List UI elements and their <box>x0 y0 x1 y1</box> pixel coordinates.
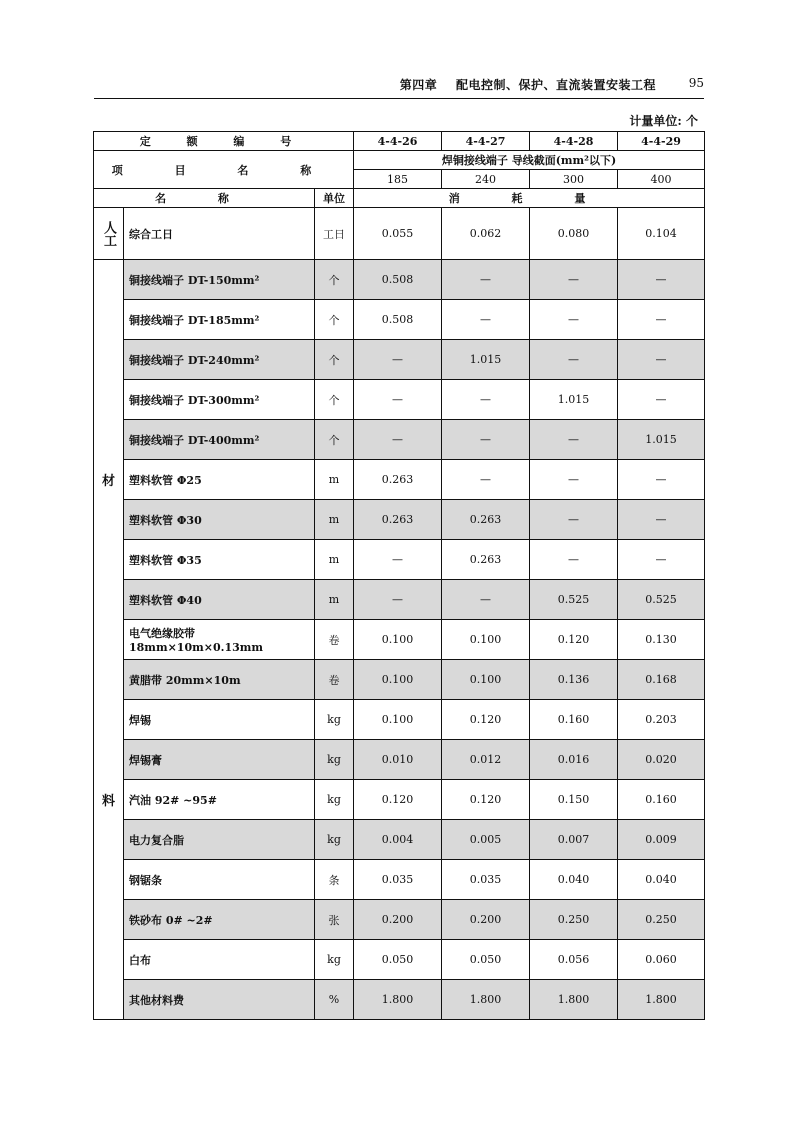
item-value: — <box>442 260 530 300</box>
header-section-title: 配电控制、保护、直流装置安装工程 <box>455 78 656 92</box>
item-name-label: 项 目 名 称 <box>94 151 354 189</box>
materials-category-top: 材 <box>101 474 115 489</box>
item-value: 0.100 <box>354 700 442 740</box>
item-value: 0.100 <box>354 660 442 700</box>
item-value: — <box>354 580 442 620</box>
item-value: 0.250 <box>618 900 705 940</box>
material-row <box>94 820 705 860</box>
item-value: 0.136 <box>530 660 618 700</box>
item-value: 1.800 <box>618 980 705 1020</box>
quota-code: 4-4-29 <box>618 132 705 151</box>
column-header-row <box>94 189 705 208</box>
item-value: 0.160 <box>618 780 705 820</box>
item-unit: 个 <box>315 260 354 300</box>
item-unit: kg <box>315 820 354 860</box>
item-value: — <box>530 540 618 580</box>
materials-category <box>94 260 124 1020</box>
quota-code: 4-4-27 <box>442 132 530 151</box>
item-value: — <box>354 420 442 460</box>
item-value: — <box>442 380 530 420</box>
item-name: 铜接线端子 DT-300mm² <box>124 380 315 420</box>
header-title <box>400 76 656 93</box>
item-value: — <box>442 300 530 340</box>
material-row <box>94 460 705 500</box>
item-unit: 个 <box>315 380 354 420</box>
item-value: — <box>618 500 705 540</box>
name-column-header: 名 称 <box>94 189 315 208</box>
item-value: 1.015 <box>442 340 530 380</box>
item-value: 0.250 <box>530 900 618 940</box>
item-unit: 张 <box>315 900 354 940</box>
item-value: 0.010 <box>354 740 442 780</box>
item-name: 焊锡膏 <box>124 740 315 780</box>
item-unit: 个 <box>315 300 354 340</box>
item-name: 黄腊带 20mm×10m <box>124 660 315 700</box>
item-value: 0.263 <box>354 460 442 500</box>
item-unit: m <box>315 460 354 500</box>
material-row <box>94 420 705 460</box>
section-size: 185 <box>354 170 442 189</box>
item-value: 0.007 <box>530 820 618 860</box>
item-name: 铜接线端子 DT-150mm² <box>124 260 315 300</box>
quota-code-row <box>94 132 705 151</box>
material-row <box>94 260 705 300</box>
item-unit: kg <box>315 740 354 780</box>
header-chapter: 第四章 <box>399 78 438 92</box>
item-name: 汽油 92# ~95# <box>124 780 315 820</box>
item-value: 0.120 <box>354 780 442 820</box>
item-value: 0.062 <box>442 208 530 260</box>
item-value: — <box>530 260 618 300</box>
material-row <box>94 700 705 740</box>
material-row <box>94 300 705 340</box>
item-value: 0.080 <box>530 208 618 260</box>
section-size: 300 <box>530 170 618 189</box>
item-value: 1.800 <box>354 980 442 1020</box>
page-header <box>94 70 704 99</box>
item-value: — <box>354 540 442 580</box>
item-value: — <box>354 380 442 420</box>
material-row <box>94 500 705 540</box>
item-name: 综合工日 <box>124 208 315 260</box>
item-value: 0.100 <box>442 620 530 660</box>
item-unit: 工日 <box>315 208 354 260</box>
item-value: — <box>530 300 618 340</box>
item-value: 0.120 <box>530 620 618 660</box>
item-unit: kg <box>315 940 354 980</box>
item-value: 0.120 <box>442 700 530 740</box>
material-row <box>94 340 705 380</box>
item-value: 0.050 <box>442 940 530 980</box>
item-value: — <box>618 380 705 420</box>
item-value: 0.263 <box>354 500 442 540</box>
materials-category-bottom: 料 <box>101 794 115 809</box>
item-name: 白布 <box>124 940 315 980</box>
material-row <box>94 980 705 1020</box>
item-name: 电力复合脂 <box>124 820 315 860</box>
item-name: 塑料软管 Φ40 <box>124 580 315 620</box>
item-name: 塑料软管 Φ30 <box>124 500 315 540</box>
item-name: 铜接线端子 DT-400mm² <box>124 420 315 460</box>
material-row <box>94 900 705 940</box>
item-value: 0.263 <box>442 540 530 580</box>
item-value: 1.800 <box>530 980 618 1020</box>
item-name: 铁砂布 0# ~2# <box>124 900 315 940</box>
item-name: 焊锡 <box>124 700 315 740</box>
item-value: 0.160 <box>530 700 618 740</box>
item-value: 0.040 <box>530 860 618 900</box>
item-group-row <box>94 151 705 170</box>
item-value: 0.056 <box>530 940 618 980</box>
quota-code: 4-4-26 <box>354 132 442 151</box>
item-value: 0.150 <box>530 780 618 820</box>
item-value: — <box>618 300 705 340</box>
item-value: 1.015 <box>530 380 618 420</box>
item-value: 0.120 <box>442 780 530 820</box>
item-value: 0.016 <box>530 740 618 780</box>
item-group-title: 焊铜接线端子 导线截面(mm²以下) <box>354 151 705 170</box>
quota-code-label: 定 额 编 号 <box>94 132 354 151</box>
item-value: — <box>618 540 705 580</box>
material-row <box>94 940 705 980</box>
material-row <box>94 860 705 900</box>
item-value: 0.525 <box>530 580 618 620</box>
item-unit: m <box>315 540 354 580</box>
material-row <box>94 580 705 620</box>
section-size: 400 <box>618 170 705 189</box>
unit-column-header: 单位 <box>315 189 354 208</box>
item-value: — <box>530 500 618 540</box>
item-value: — <box>530 420 618 460</box>
item-unit: kg <box>315 780 354 820</box>
item-value: 0.009 <box>618 820 705 860</box>
item-value: 0.263 <box>442 500 530 540</box>
item-value: — <box>354 340 442 380</box>
item-value: 0.040 <box>618 860 705 900</box>
consumption-column-header: 消 耗 量 <box>354 189 705 208</box>
page-number: 95 <box>688 76 704 90</box>
item-value: 0.060 <box>618 940 705 980</box>
labor-category: 人工 <box>94 208 124 260</box>
item-value: 0.035 <box>354 860 442 900</box>
item-value: — <box>618 260 705 300</box>
item-value: 0.130 <box>618 620 705 660</box>
item-value: 0.100 <box>442 660 530 700</box>
item-value: — <box>442 420 530 460</box>
item-value: — <box>530 340 618 380</box>
item-value: 0.168 <box>618 660 705 700</box>
material-row <box>94 780 705 820</box>
item-unit: 卷 <box>315 660 354 700</box>
item-value: 0.035 <box>442 860 530 900</box>
item-name: 塑料软管 Φ25 <box>124 460 315 500</box>
item-value: 0.100 <box>354 620 442 660</box>
item-name: 钢锯条 <box>124 860 315 900</box>
item-value: 0.055 <box>354 208 442 260</box>
item-unit: 个 <box>315 420 354 460</box>
material-row <box>94 740 705 780</box>
material-row <box>94 540 705 580</box>
quota-table <box>93 131 705 1020</box>
item-unit: kg <box>315 700 354 740</box>
material-row <box>94 380 705 420</box>
item-unit: m <box>315 500 354 540</box>
item-value: 0.004 <box>354 820 442 860</box>
item-name: 铜接线端子 DT-240mm² <box>124 340 315 380</box>
item-value: — <box>530 460 618 500</box>
item-value: — <box>618 340 705 380</box>
item-value: 0.525 <box>618 580 705 620</box>
item-value: 0.508 <box>354 300 442 340</box>
item-unit: % <box>315 980 354 1020</box>
section-size: 240 <box>442 170 530 189</box>
item-value: 0.508 <box>354 260 442 300</box>
item-value: 0.005 <box>442 820 530 860</box>
item-value: 0.200 <box>442 900 530 940</box>
item-unit: 卷 <box>315 620 354 660</box>
item-value: 0.020 <box>618 740 705 780</box>
item-name: 铜接线端子 DT-185mm² <box>124 300 315 340</box>
item-unit: 条 <box>315 860 354 900</box>
item-value: 0.104 <box>618 208 705 260</box>
item-value: 0.012 <box>442 740 530 780</box>
item-unit: m <box>315 580 354 620</box>
item-name: 电气绝缘胶带 18mm×10m×0.13mm <box>124 620 315 660</box>
item-name: 塑料软管 Φ35 <box>124 540 315 580</box>
item-name: 其他材料费 <box>124 980 315 1020</box>
material-row <box>94 660 705 700</box>
measurement-unit-note: 计量单位: 个 <box>629 114 698 128</box>
item-value: — <box>618 460 705 500</box>
item-value: — <box>442 580 530 620</box>
item-value: 0.050 <box>354 940 442 980</box>
item-unit: 个 <box>315 340 354 380</box>
item-value: 0.203 <box>618 700 705 740</box>
labor-row <box>94 208 705 260</box>
item-value: — <box>442 460 530 500</box>
quota-code: 4-4-28 <box>530 132 618 151</box>
item-value: 0.200 <box>354 900 442 940</box>
item-value: 1.015 <box>618 420 705 460</box>
material-row <box>94 620 705 660</box>
item-value: 1.800 <box>442 980 530 1020</box>
